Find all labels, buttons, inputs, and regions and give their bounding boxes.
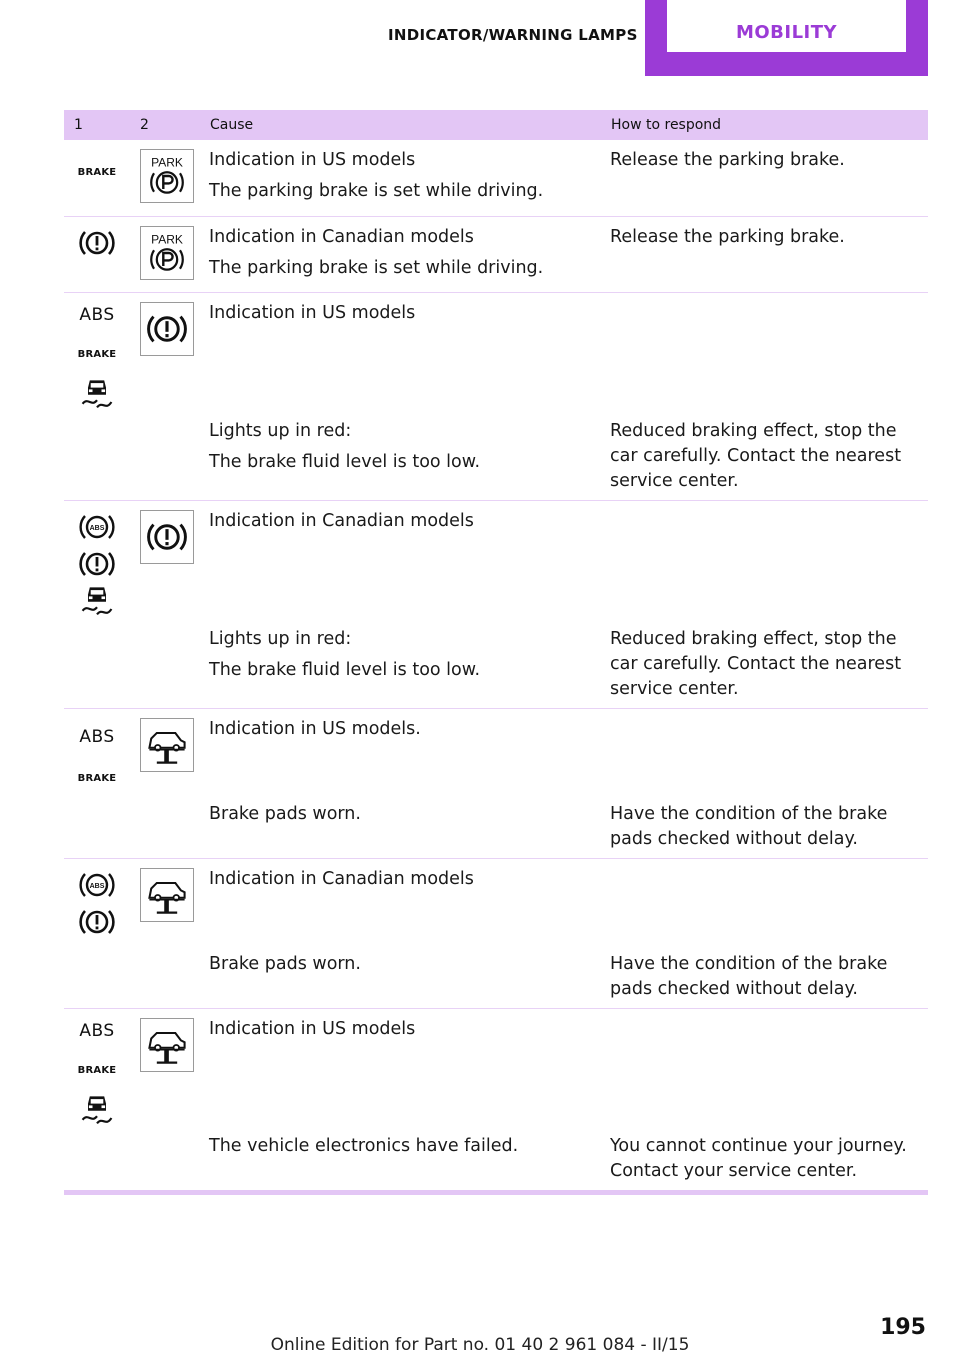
cause-text: The vehicle electronics have failed. [209,1135,519,1156]
respond-text: Reduced braking effect, stop the car carefully. Contact the nearest service center. [610,420,902,491]
respond-text: Reduced braking effect, stop the car carefully. Contact the nearest service center. [610,628,902,699]
car-lift-icon [140,718,194,772]
edition-footer: Online Edition for Part no. 01 40 2 961 084 - II/15 [270,1335,690,1355]
table-row [64,140,928,216]
cause-text: The parking brake is set while driving. [209,181,544,201]
abs-circle-icon [77,869,117,901]
cause-text: The parking brake is set while driving. [209,257,544,278]
abs-text-icon: ABS [79,1020,115,1041]
column-header-respond: How to respond [601,110,928,140]
respond-text: You cannot continue your journey. Contact your service center. [610,1135,907,1181]
table-row [64,500,928,708]
table-header-row [64,110,928,140]
abs-circle-icon [77,511,117,543]
table-row [64,708,928,858]
brake-warning-icon [140,302,194,356]
cause-header: Indication in Canadian models [209,226,474,247]
mobility-tab[interactable] [645,0,928,76]
respond-text: Release the parking brake. [610,226,845,247]
cause-text: Brake pads worn. [209,803,361,824]
brake-warning-icon [77,548,117,580]
cause-text: The brake fluid level is too low. [209,451,481,472]
park-brake-icon [140,149,194,203]
cause-title: Lights up in red: [209,420,352,441]
column-header-2: 2 [130,110,200,140]
table-row [64,1008,928,1192]
table-row [64,858,928,1008]
cause-title: Lights up in red: [209,628,352,649]
cause-header: Indication in US models [209,302,416,323]
park-label: PARK [151,232,183,247]
table-row [64,216,928,292]
abs-text-icon: ABS [79,304,115,325]
brake-text-icon: BRAKE [77,348,117,360]
park-brake-icon [140,226,194,280]
mobility-tab-label: MOBILITY [667,0,906,52]
brake-text-icon: BRAKE [77,772,117,784]
cause-text: The brake fluid level is too low. [209,659,481,680]
brake-warning-icon [140,510,194,564]
brake-warning-icon [77,906,117,938]
brake-text-icon: BRAKE [77,1064,117,1076]
section-title: INDICATOR/WARNING LAMPS [388,26,638,44]
cause-header: Indication in Canadian models [209,868,474,889]
car-lift-icon [140,868,194,922]
table-row [64,292,928,500]
page-number: 195 [880,1315,926,1340]
park-label: PARK [151,155,183,170]
brake-warning-icon [77,227,117,259]
cause-header: Indication in Canadian models [209,510,474,531]
skid-car-icon [79,1091,115,1127]
abs-text-icon: ABS [79,726,115,747]
respond-text: Have the condition of the brake pads checked without delay. [610,953,888,999]
cause-header: Indication in US models [209,1018,416,1039]
warning-lamps-table [64,110,928,1195]
cause-header: Indication in US models. [209,718,421,739]
column-header-cause: Cause [200,110,601,140]
car-lift-icon [140,1018,194,1072]
cause-header: Indication in US models [209,150,416,170]
respond-text: Release the parking brake. [610,150,845,170]
skid-car-icon [79,375,115,411]
skid-car-icon [79,582,115,618]
column-header-1: 1 [64,110,130,140]
cause-text: Brake pads worn. [209,953,361,974]
brake-text-icon: BRAKE [77,167,117,178]
respond-text: Have the condition of the brake pads checked without delay. [610,803,888,849]
